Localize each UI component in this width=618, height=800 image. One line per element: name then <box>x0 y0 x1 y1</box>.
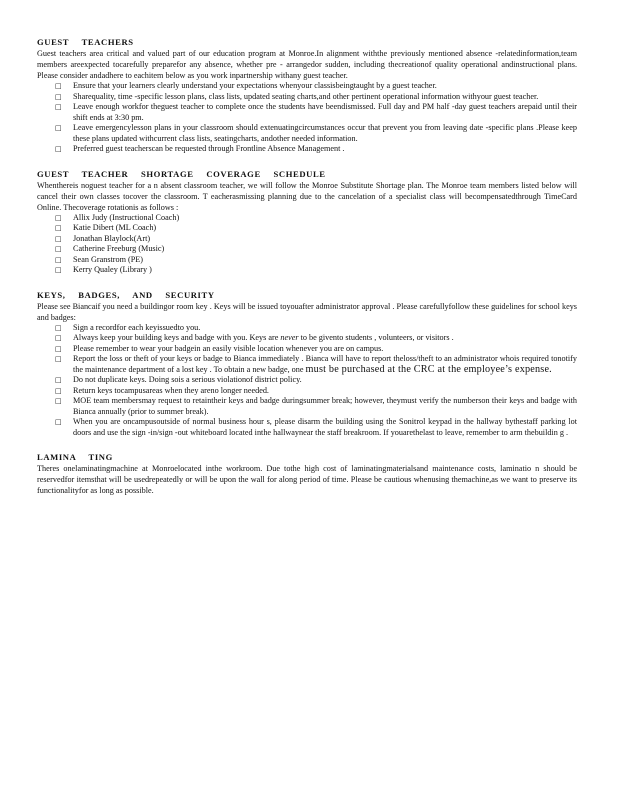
checkbox-bullet-icon: □ <box>55 418 62 426</box>
list-item-text: Return keys tocampusareas when they areno longer needed. <box>73 385 269 395</box>
list-item-text-large: must be purchased at the CRC at the employee’s expense. <box>305 363 552 375</box>
checkbox-bullet-icon: □ <box>55 103 62 111</box>
list-item-text: Report the loss or theft of your keys or badge to Bianca immediately . Bianca will have to report theloss/theft to an administrator whois required tonotify the maintenance department of a lost key . To obtain a new badge, one <box>73 354 577 374</box>
checkbox-bullet-icon: □ <box>55 266 62 274</box>
list-item-text: to be givento students , volunteers, or visitors . <box>300 333 454 342</box>
document-page <box>37 37 577 510</box>
list-item <box>37 144 577 155</box>
guest-teachers-section <box>37 37 577 155</box>
coverage-rotation-list <box>37 213 577 276</box>
checkbox-bullet-icon: □ <box>55 224 62 232</box>
list-item <box>37 223 577 234</box>
list-item <box>37 396 577 417</box>
list-item <box>37 333 577 344</box>
coverage-intro: Whenthereis noguest teacher for a n absent classroom teacher, we will follow the Monroe Substitute Shortage plan. The Monroe team members listed below will cancel their own classes tocover the classroom. T eacherasmissing planning due to the cancelation of a specialist class will becompensatedthrough TimeCard Online. Thecoverage rotationis as follows : <box>37 180 577 212</box>
list-item-text: MOE team membersmay request to retaintheir keys and badge duringsummer break; however, theymust verify the numberson their keys and badge with Bianca annually (prior to summer break). <box>73 396 577 416</box>
guest-teachers-list <box>37 81 577 155</box>
list-item <box>37 323 577 334</box>
checkbox-bullet-icon: □ <box>55 92 62 101</box>
list-item-text: Sharequality, time -specific lesson plans, class lists, updated seating charts,and other pertinent operational information withyour guest teacher. <box>73 91 539 101</box>
list-item-text: Sean Granstrom (PE) <box>73 254 144 264</box>
list-item-text: Ensure that your learners clearly understand your expectations whenyour classisbeingtaught by a guest teacher. <box>73 81 437 90</box>
coverage-section <box>37 169 577 276</box>
checkbox-bullet-icon: □ <box>55 213 62 222</box>
checkbox-bullet-icon: □ <box>55 323 62 332</box>
list-item <box>37 417 577 438</box>
list-item <box>37 375 577 386</box>
list-item-text: Jonathan Blaylock(Art) <box>73 233 151 243</box>
checkbox-bullet-icon: □ <box>55 386 62 395</box>
list-item-text: Catherine Freeburg (Music) <box>73 244 165 253</box>
section-heading: LAMINA TING <box>37 452 113 462</box>
checkbox-bullet-icon: □ <box>55 355 62 363</box>
list-item-text: Preferred guest teacherscan be requested through Frontline Absence Management . <box>73 144 345 153</box>
list-item <box>37 81 577 92</box>
checkbox-bullet-icon: □ <box>55 376 62 384</box>
checkbox-bullet-icon: □ <box>55 397 62 405</box>
list-item-text: Katie Dibert (ML Coach) <box>73 223 157 232</box>
checkbox-bullet-icon: □ <box>55 234 62 243</box>
emphasis-text: never <box>280 333 299 342</box>
section-heading: GUEST TEACHERS <box>37 37 134 47</box>
list-item <box>37 92 577 103</box>
list-item-text: Do not duplicate keys. Doing sois a serious violationof district policy. <box>73 375 302 384</box>
list-item-text: When you are oncampusoutside of normal business hour s, please disarm the building using the Sonitrol keypad in the hallway bythestaff parking lot doors and use the sign -in/sign -out whiteboard located inthe hallwaynear the staff breakroom. If youarethelast to leave, remember to arm thebuildin g . <box>73 417 577 437</box>
list-item <box>37 102 577 123</box>
list-item-text: Sign a recordfor each keyissuedto you. <box>73 322 201 332</box>
checkbox-bullet-icon: □ <box>55 145 62 153</box>
list-item-text: Always keep your building keys and badge with you. Keys are <box>73 333 279 342</box>
checkbox-bullet-icon: □ <box>55 334 62 342</box>
laminating-section <box>37 452 577 496</box>
list-item <box>37 344 577 355</box>
list-item <box>37 213 577 224</box>
guest-teachers-intro: Guest teachers area critical and valued part of our education program at Monroe.In alignment withthe previously mentioned absence -relatedinformation,team members areexpected tocarefully preparefor any absence, whether pre - arrangedor sudden, including thecreationof quality operational andinstructional plans. Please consider andadhere to eachitem below as you work inpartnership withany guest teacher. <box>37 49 577 80</box>
list-item <box>37 354 577 375</box>
checkbox-bullet-icon: □ <box>55 245 62 253</box>
laminating-body: Theres onelaminatingmachine at Monroelocated inthe workroom. Due tothe high cost of laminatingmaterialsand maintenance costs, laminatio n should be reservedfor itemsthat will be usedrepeatedly or will be upon the wall for along period of time. Please be cautious whenusing themachine,as we want to preserve its functionalityfor as long as possible. <box>37 464 577 495</box>
keys-intro: Please see Biancaif you need a buildingor room key . Keys will be issued toyouafter administrator approval . Please carefullyfollow these guidelines for school keys and badges: <box>37 301 577 322</box>
checkbox-bullet-icon: □ <box>55 124 62 132</box>
list-item <box>37 234 577 245</box>
list-item-text: Allix Judy (Instructional Coach) <box>73 212 180 222</box>
list-item-text: Kerry Qualey (Library ) <box>73 265 152 274</box>
list-item <box>37 265 577 276</box>
checkbox-bullet-icon: □ <box>55 82 62 90</box>
list-item-text: Leave enough workfor theguest teacher to complete once the students have beendismissed. Full day and PM half -day guest teachers arepaid until their shift ends at 3:30 pm. <box>73 102 577 122</box>
keys-section <box>37 290 577 439</box>
checkbox-bullet-icon: □ <box>55 344 62 353</box>
section-heading: KEYS, BADGES, AND SECURITY <box>37 289 215 300</box>
list-item-text: Leave emergencylesson plans in your classroom should extenuatingcircumstances occur that prevent you from leaving date -specific plans .Please keep these plans updated withcurrent class lists, seatingcharts, andother needed information. <box>73 123 577 143</box>
list-item <box>37 244 577 255</box>
checkbox-bullet-icon: □ <box>55 255 62 264</box>
keys-list <box>37 323 577 439</box>
list-item <box>37 123 577 144</box>
list-item <box>37 386 577 397</box>
list-item <box>37 255 577 266</box>
section-heading: GUEST TEACHER SHORTAGE COVERAGE SCHEDULE <box>37 168 326 179</box>
list-item-text: Please remember to wear your badgein an easily visible location whenever you are on campus. <box>73 343 384 353</box>
